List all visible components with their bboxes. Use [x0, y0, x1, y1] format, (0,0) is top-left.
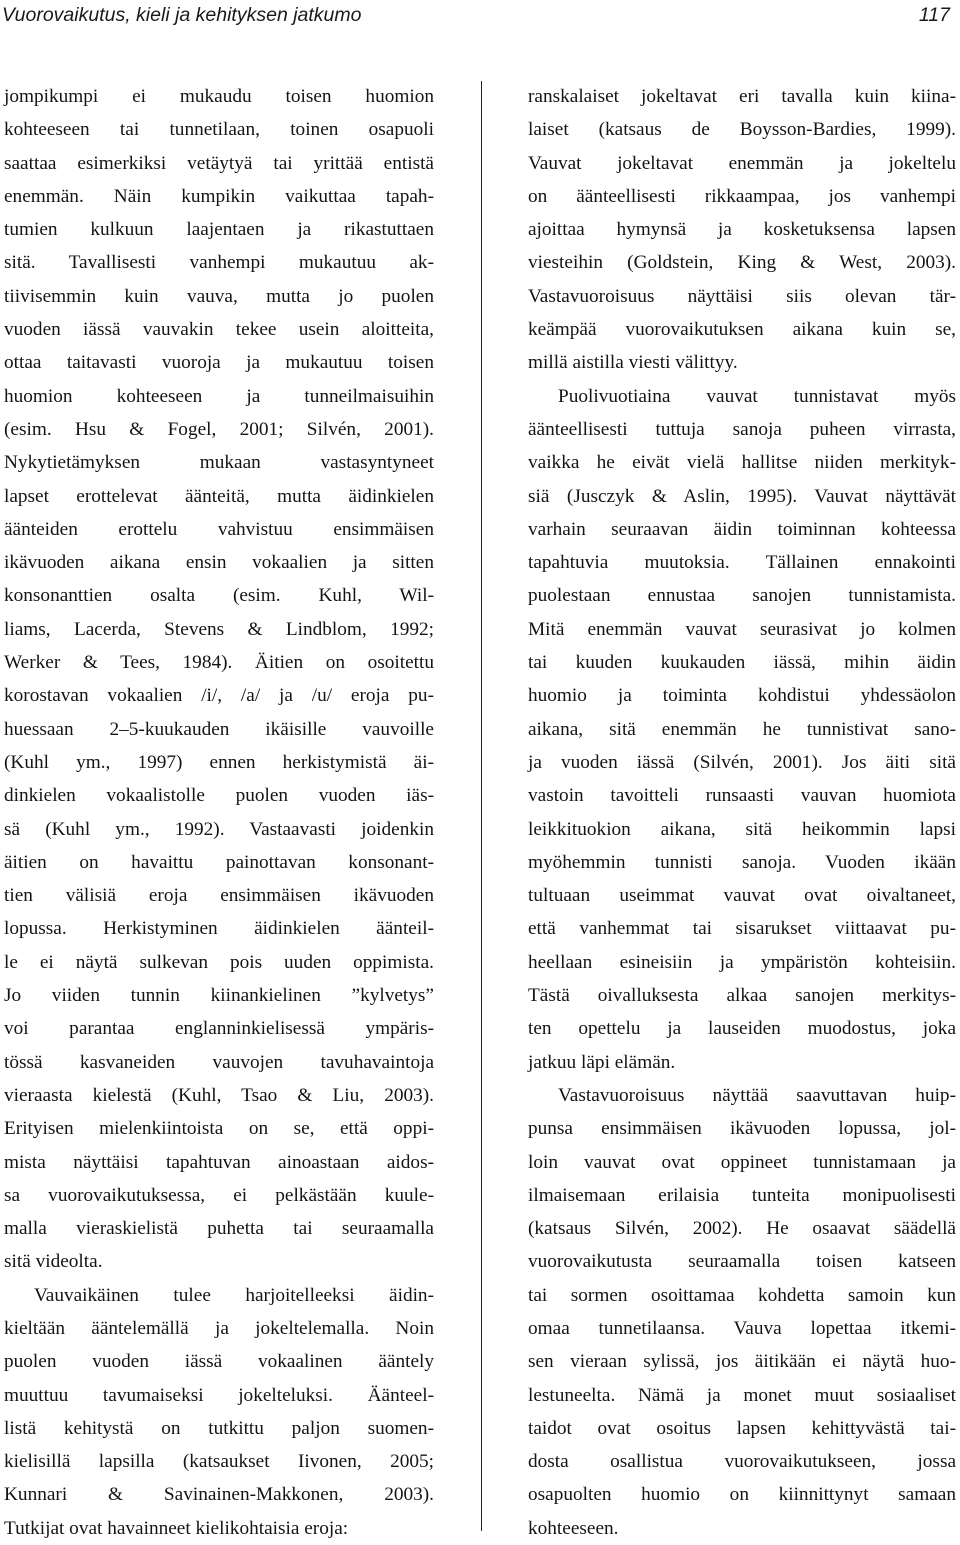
text-line: Erityisen mielenkiintoista on se, että oppi-: [4, 1118, 434, 1140]
text-line: loin vauvat ovat oppineet tunnistamaan ja: [528, 1151, 956, 1173]
left-text-column: [4, 80, 434, 1545]
text-line: sä (Kuhl ym., 1992). Vastaavasti joidenkin: [4, 818, 434, 840]
text-line: laiset (katsaus de Boysson-Bardies, 1999).: [528, 119, 956, 141]
text-line: le ei näytä sulkevan pois uuden oppimista.: [4, 951, 434, 973]
text-line: puolestaan ennustaa sanojen tunnistamista.: [528, 585, 956, 607]
text-line: liams, Lacerda, Stevens & Lindblom, 1992;: [4, 618, 434, 640]
text-line: on äänteellisesti rikkaampaa, jos vanhempi: [528, 185, 956, 207]
text-line: huomion kohteeseen ja tunneilmaisuihin: [4, 385, 434, 407]
text-line: (esim. Hsu & Fogel, 2001; Silvén, 2001).: [4, 418, 434, 440]
text-line: jompikumpi ei mukaudu toisen huomion: [4, 86, 434, 107]
text-line: Jo viiden tunnin kiinankielinen ”kylvetys”: [4, 985, 434, 1007]
text-line: ajoittaa hymynsä ja kosketuksensa lapsen: [528, 219, 956, 241]
text-line: vuorovaikutusta seuraamalla toisen katseen: [528, 1251, 956, 1273]
right-text-column: [528, 80, 956, 1545]
text-line: tai sormen osoittamaa kohdetta samoin kun: [528, 1284, 956, 1306]
text-line: lopussa. Herkistyminen äidinkielen äänteil-: [4, 918, 434, 940]
text-line: sitä videolta.: [4, 1251, 103, 1273]
text-line: äänteellisesti tuttuja sanoja puheen virrasta,: [528, 418, 956, 440]
text-line: sa vuorovaikutuksessa, ei pelkästään kuule-: [4, 1184, 434, 1206]
text-line: Vastavuoroisuus näyttää saavuttavan huip-: [558, 1084, 956, 1106]
running-title: Vuorovaikutus, kieli ja kehityksen jatkumo: [2, 4, 362, 26]
text-line: Tästä oivalluksesta alkaa sanojen merkitys-: [528, 985, 956, 1007]
text-line: äitien on havaittu painottavan konsonant-: [4, 851, 434, 873]
text-line: Nykytietämyksen mukaan vastasyntyneet: [4, 452, 434, 474]
text-line: malla vieraskielistä puhetta tai seuraamalla: [4, 1218, 434, 1240]
text-line: mista näyttäisi tapahtuvan ainoastaan aidos-: [4, 1151, 434, 1173]
text-line: enemmän. Näin kumpikin vaikuttaa tapah-: [4, 185, 434, 207]
text-line: osapuolten huomio on kiinnittynyt samaan: [528, 1484, 956, 1506]
text-line: tumien kulkuun laajentaen ja rikastuttaen: [4, 219, 434, 241]
text-line: vaikka he eivät vielä hallitse niiden merkityk-: [528, 452, 956, 474]
text-line: äänteiden erottelu vahvistuu ensimmäisen: [4, 518, 434, 540]
text-line: kohteeseen tai tunnetilaan, toinen osapuoli: [4, 119, 434, 141]
text-line: kieltään ääntelemällä ja jokeltelemalla. Noin: [4, 1317, 434, 1339]
text-line: voi parantaa englanninkielisessä ympäris-: [4, 1018, 434, 1040]
column-divider: [481, 81, 482, 1531]
text-line: ranskalaiset jokeltavat eri tavalla kuin kiina-: [528, 86, 956, 107]
text-line: keämpää vuorovaikutuksen aikana kuin se,: [528, 319, 956, 341]
text-line: aikana, sitä enemmän he tunnistivat sano-: [528, 718, 956, 740]
text-line: tultuaan useimmat vauvat ovat oivaltaneet,: [528, 885, 956, 907]
text-line: punsa ensimmäisen ikävuoden lopussa, jol-: [528, 1118, 956, 1140]
text-line: heellaan esineisiin ja ympäristön kohteisiin.: [528, 951, 956, 973]
text-line: ten opettelu ja lauseiden muodostus, joka: [528, 1018, 956, 1040]
text-line: viesteihin (Goldstein, King & West, 2003).: [528, 252, 956, 274]
text-line: tössä kasvaneiden vauvojen tavuhavaintoja: [4, 1051, 434, 1073]
text-line: vastoin tavoitteli runsaasti vauvan huomiota: [528, 785, 956, 807]
text-line: ottaa taitavasti vuoroja ja mukautuu toisen: [4, 352, 434, 374]
text-line: puolen vuoden iässä vokaalinen ääntely: [4, 1351, 434, 1373]
text-line: Vastavuoroisuus näyttäisi siis olevan tär-: [528, 285, 956, 307]
text-line: ja vuoden iässä (Silvén, 2001). Jos äiti sitä: [528, 751, 956, 773]
text-line: saattaa esimerkiksi vetäytyä tai yrittää entistä: [4, 152, 434, 174]
text-line: konsonanttien osalta (esim. Kuhl, Wil-: [4, 585, 434, 607]
text-line: dinkielen vokaalistolle puolen vuoden iäs-: [4, 785, 434, 807]
running-header: [0, 0, 960, 30]
text-line: muuttuu tavumaiseksi jokelteluksi. Äänteel-: [4, 1384, 434, 1406]
text-line: Vauvat jokeltavat enemmän ja jokeltelu: [528, 152, 956, 174]
text-line: siä (Jusczyk & Aslin, 1995). Vauvat näyttävät: [528, 485, 956, 507]
text-line: millä aistilla viesti välittyy.: [528, 352, 738, 374]
text-line: Puolivuotiaina vauvat tunnistavat myös: [558, 385, 956, 407]
text-line: (katsaus Silvén, 2002). He osaavat säädellä: [528, 1218, 956, 1240]
text-line: jatkuu läpi elämän.: [528, 1051, 676, 1073]
text-line: huomio ja toiminta kohdistui yhdessäolon: [528, 685, 956, 707]
text-line: tai kuuden kuukauden iässä, mihin äidin: [528, 652, 956, 674]
text-line: dosta osallistua vuorovaikutukseen, jossa: [528, 1451, 956, 1473]
text-line: kohteeseen.: [528, 1517, 619, 1539]
text-line: korostavan vokaalien /i/, /a/ ja /u/ eroja pu-: [4, 685, 434, 707]
text-line: lestuneelta. Nämä ja monet muut sosiaaliset: [528, 1384, 956, 1406]
text-line: vieraasta kielestä (Kuhl, Tsao & Liu, 2003).: [4, 1084, 434, 1106]
text-line: ilmaisemaan erilaisia tunteita monipuolisesti: [528, 1184, 956, 1206]
text-line: listä kehitystä on tutkittu paljon suomen-: [4, 1417, 434, 1439]
text-line: kielisillä lapsilla (katsaukset Iivonen, 2005;: [4, 1451, 434, 1473]
text-line: leikkituokion aikana, sitä heikommin lapsi: [528, 818, 956, 840]
text-line: että vanhemmat tai sisarukset viittaavat pu-: [528, 918, 956, 940]
text-line: sitä. Tavallisesti vanhempi mukautuu ak-: [4, 252, 434, 274]
text-line: tapahtuvia muutoksia. Tällainen ennakointi: [528, 552, 956, 574]
text-line: omaa tunnetilaansa. Vauva lopettaa itkemi-: [528, 1317, 956, 1339]
text-line: ikävuoden aikana ensin vokaalien ja sitten: [4, 552, 434, 574]
text-line: varhain seuraavan äidin toiminnan kohteessa: [528, 518, 956, 540]
text-line: Kunnari & Savinainen-Makkonen, 2003).: [4, 1484, 434, 1506]
text-line: vuoden iässä vauvakin tekee usein aloitteita,: [4, 319, 434, 341]
text-line: Vauvaikäinen tulee harjoitelleeksi äidin-: [34, 1284, 434, 1306]
text-line: Mitä enemmän vauvat seurasivat jo kolmen: [528, 618, 956, 640]
text-line: myöhemmin tunnisti sanoja. Vuoden ikään: [528, 851, 956, 873]
text-line: taidot ovat osoitus lapsen kehittyvästä tai-: [528, 1417, 956, 1439]
text-line: sen vieraan sylissä, jos äitikään ei näytä huo-: [528, 1351, 956, 1373]
text-line: tiivisemmin kuin vauva, mutta jo puolen: [4, 285, 434, 307]
text-line: lapset erottelevat äänteitä, mutta äidinkielen: [4, 485, 434, 507]
page-number: 117: [918, 4, 950, 26]
text-line: (Kuhl ym., 1997) ennen herkistymistä äi-: [4, 751, 434, 773]
text-line: tien välisiä eroja ensimmäisen ikävuoden: [4, 885, 434, 907]
text-line: Tutkijat ovat havainneet kielikohtaisia eroja:: [4, 1517, 349, 1539]
text-line: huessaan 2–5-kuukauden ikäisille vauvoille: [4, 718, 434, 740]
text-line: Werker & Tees, 1984). Äitien on osoitettu: [4, 652, 434, 674]
